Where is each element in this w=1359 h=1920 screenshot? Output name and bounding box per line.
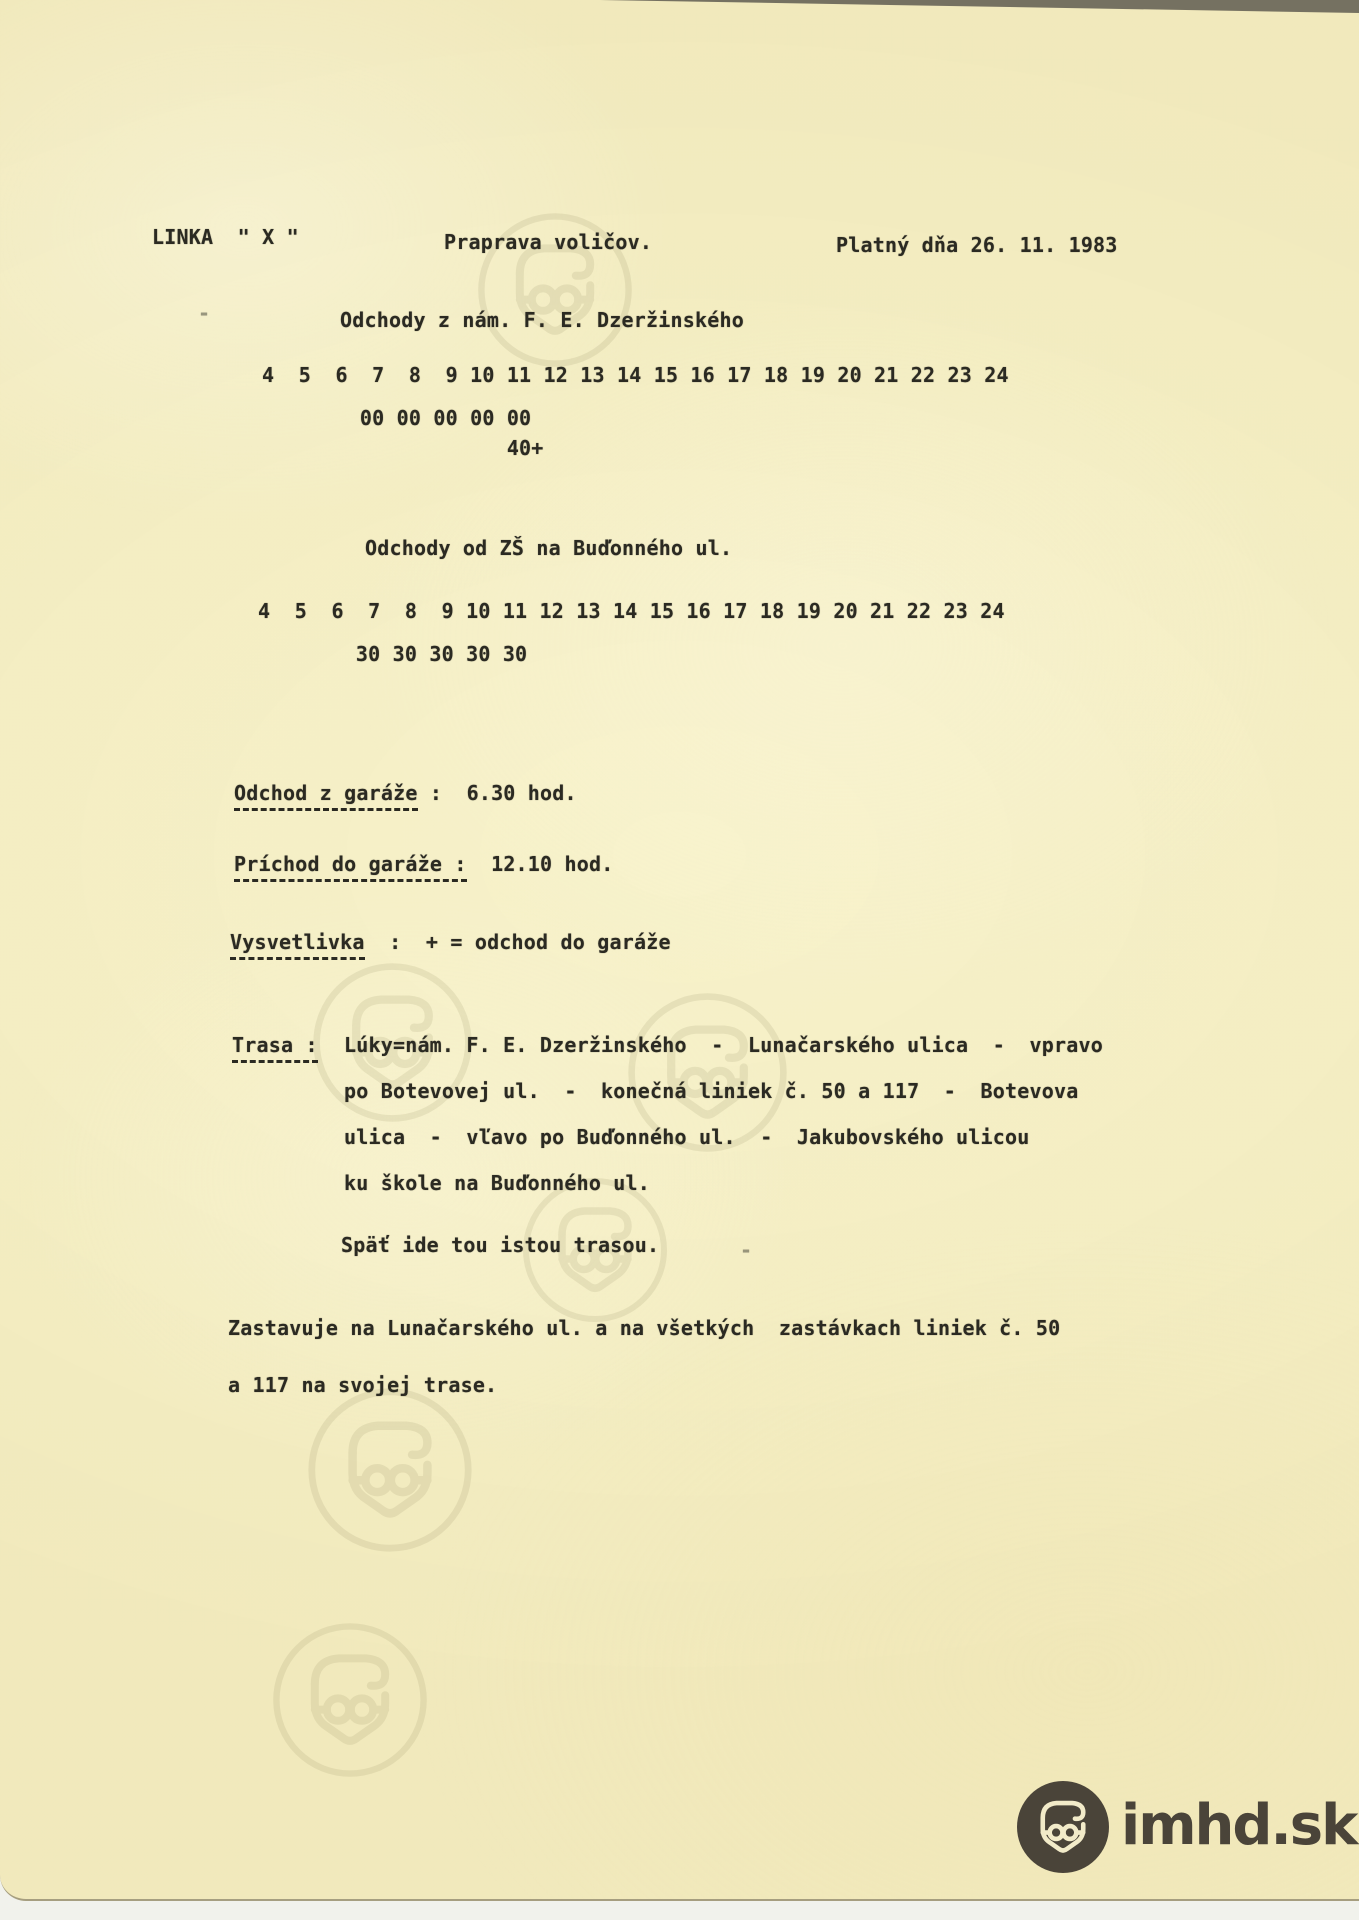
legend-label: Vysvetlivka — [230, 929, 365, 960]
minutes-row: 30 30 30 30 30 — [258, 642, 528, 666]
garage-in-label: Príchod do garáže : — [234, 851, 467, 882]
legend-line — [230, 929, 671, 960]
route-back-line: Späť ide tou istou trasou. — [341, 1233, 660, 1257]
line-label: LINKA " X " — [152, 225, 299, 249]
stops-note-line: Zastavuje na Lunačarského ul. a na všetkých zastávkach liniek č. 50 — [228, 1316, 1061, 1340]
stops-note-line: a 117 na svojej trase. — [228, 1373, 498, 1397]
garage-departure-note: 40+ — [262, 436, 544, 460]
garage-in-line — [234, 851, 614, 882]
hours-row: 4 5 6 7 8 9 10 11 12 13 14 15 16 17 18 19 20 21 22 23 24 — [262, 363, 1009, 387]
imhd-logo — [1017, 1781, 1357, 1877]
watermark-ghost-icon — [305, 1385, 475, 1555]
garage-out-value: : 6.30 hod. — [417, 781, 577, 805]
minutes-row: 00 00 00 00 00 — [262, 406, 532, 430]
route-label: Trasa : — [232, 1032, 318, 1063]
hours-row: 4 5 6 7 8 9 10 11 12 13 14 15 16 17 18 19 20 21 22 23 24 — [258, 599, 1005, 623]
route-line: Lúky=nám. F. E. Dzeržinského - Lunačarského ulica - vpravo — [344, 1033, 1103, 1057]
legend-value: : + = odchod do garáže — [364, 930, 671, 954]
route-line: ulica - vľavo po Buďonného ul. - Jakubovského ulicou — [344, 1125, 1030, 1149]
section-title-dzerzinskeho: Odchody z nám. F. E. Dzeržinského — [340, 308, 744, 332]
garage-out-line — [234, 780, 577, 811]
route-line: ku škole na Buďonného ul. — [344, 1171, 651, 1195]
valid-date: Platný dňa 26. 11. 1983 — [836, 233, 1118, 257]
section-title-budonneho: Odchody od ZŠ na Buďonného ul. — [365, 536, 733, 560]
scan-noise-dash: - — [740, 1238, 753, 1262]
imhd-pin-bus-icon — [1017, 1781, 1109, 1873]
page-title: Praprava voličov. — [444, 230, 653, 254]
garage-in-value: 12.10 hod. — [466, 852, 614, 876]
route-line: po Botevovej ul. - konečná liniek č. 50 a 117 - Botevova — [344, 1079, 1079, 1103]
scan-noise-dash: - — [198, 301, 211, 325]
garage-out-label: Odchod z garáže — [234, 780, 418, 811]
brand-text: imhd.sk — [1121, 1793, 1357, 1858]
watermark-ghost-icon — [270, 1620, 430, 1780]
